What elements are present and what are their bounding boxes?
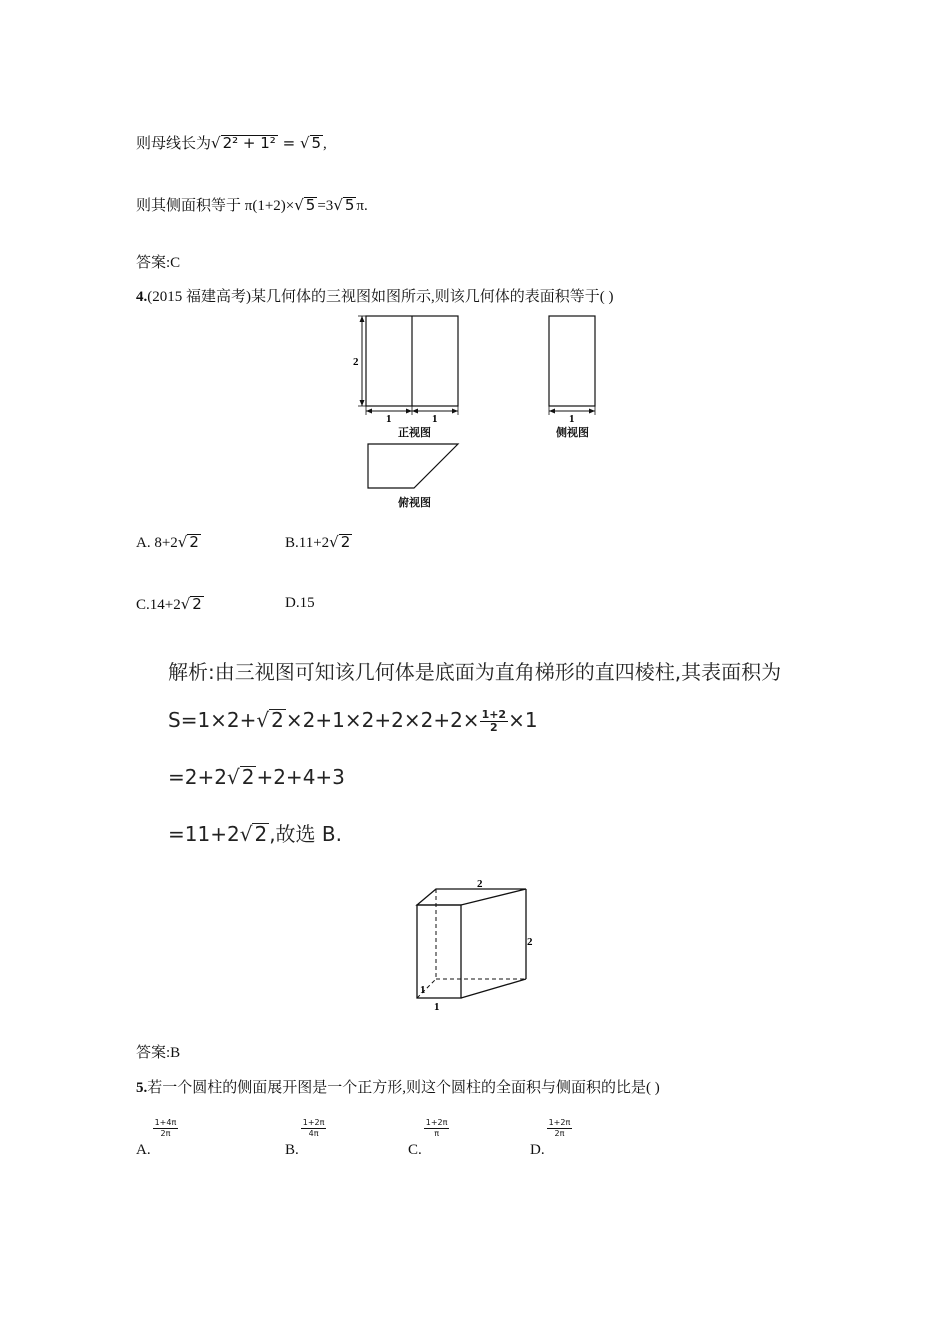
dim-height-label: 2 [353, 356, 359, 368]
q5-c-numerator: 1+2π [425, 1118, 448, 1127]
option-c-radicand: 2 [192, 595, 202, 613]
q5-option-d[interactable] [530, 1118, 572, 1159]
option-a-label: A. 8+2 [136, 535, 178, 551]
front-view-label: 正视图 [398, 426, 431, 439]
q5-option-a[interactable] [136, 1118, 178, 1159]
analysis-l3-b: +2+4+3 [256, 765, 345, 789]
dim-w2-label: 1 [432, 413, 438, 425]
side-view-label: 侧视图 [556, 426, 589, 439]
q5-option-d-label: D. [530, 1141, 545, 1158]
dim-side-w-label: 1 [569, 413, 575, 425]
option-a[interactable]: A. 8+2√ 2 [136, 533, 199, 551]
analysis-eq-radicand: 2 [271, 708, 284, 732]
question-5 [136, 1076, 660, 1097]
q5-a-numerator: 1+4π [154, 1118, 177, 1127]
analysis-line-1: 解析:由三视图可知该几何体是底面为直角梯形的直四棱柱,其表面积为 [168, 660, 782, 684]
q5-option-a-label: A. [136, 1141, 151, 1158]
q5-option-c-label: C. [408, 1141, 422, 1158]
analysis-line-4: =11+2√ 2 ,故选 B. [168, 822, 342, 846]
solid-label-top: 2 [477, 878, 483, 890]
option-a-radicand: 2 [189, 533, 199, 551]
question-number: 4. [136, 289, 148, 305]
q5-c-denominator: π [434, 1129, 440, 1138]
q5-option-b[interactable] [285, 1118, 326, 1159]
top-view-label: 俯视图 [398, 496, 431, 509]
solid-label-right: 2 [527, 936, 533, 948]
analysis-line-3: =2+2√ 2 +2+4+3 [168, 765, 345, 789]
lateral-radicand-2: 5 [344, 196, 355, 214]
lateral-prefix: 则其侧面积等于 π(1+2)× [136, 198, 295, 214]
analysis-l4-radicand: 2 [254, 822, 268, 846]
answer-q4: 答案:B [136, 1045, 181, 1061]
option-b-label: B.11+2 [285, 535, 330, 551]
side-view [549, 316, 595, 415]
lateral-tail: π. [356, 198, 368, 214]
top-view [368, 444, 458, 488]
lateral-radicand: 5 [305, 196, 316, 214]
analysis-eq-part-c: ×1 [508, 708, 538, 732]
generatrix-prefix: 则母线长为 [136, 136, 212, 152]
q5-b-numerator: 1+2π [302, 1118, 325, 1127]
punct: , [323, 136, 327, 152]
q5-d-numerator: 1+2π [548, 1118, 571, 1127]
analysis-eq-part-a: S=1×2+ [168, 708, 257, 732]
option-c[interactable]: C.14+2√ 2 [136, 595, 202, 613]
q5-option-d-fraction [547, 1118, 573, 1139]
equals-sign: = [282, 134, 296, 152]
analysis-fraction [480, 709, 509, 734]
generatrix-radicand: 2² + 1² [222, 134, 276, 152]
q5-option-c-fraction [424, 1118, 450, 1139]
answer-q3: 答案:C [136, 255, 181, 271]
analysis-l4-a: =11+2 [168, 822, 240, 846]
option-d[interactable] [285, 595, 315, 612]
generatrix-result: 5 [311, 134, 322, 152]
option-b[interactable]: B.11+2√ 2 [285, 533, 351, 551]
generatrix-line: 则母线长为√ 2² + 1² = √ 5 , [136, 134, 327, 152]
analysis-l4-b: ,故选 B. [269, 822, 342, 846]
question-stem: (2015 福建高考)某几何体的三视图如图所示,则该几何体的表面积等于( ) [147, 289, 614, 305]
analysis-line-2: S=1×2+√ 2 ×2+1×2+2×2+2× $\frac{1+2}{2}$ ×1 [168, 708, 538, 734]
q5-option-b-fraction [301, 1118, 327, 1139]
lateral-area-line: 则其侧面积等于 π(1+2)×√ 5 =3√ 5 π. [136, 196, 368, 214]
option-b-radicand: 2 [340, 533, 351, 551]
analysis-l3-radicand: 2 [241, 765, 255, 789]
solid-label-bottom: 1 [434, 1001, 440, 1013]
question-number: 5. [136, 1080, 148, 1096]
q5-d-denominator: 2π [554, 1129, 565, 1138]
question-4 [136, 285, 613, 306]
lateral-mid: =3 [317, 198, 334, 214]
q5-option-a-fraction [153, 1118, 179, 1139]
option-c-label: C.14+2 [136, 597, 181, 613]
three-view-figure [340, 305, 620, 515]
dim-w1-label: 1 [386, 413, 392, 425]
q5-option-c[interactable] [408, 1118, 449, 1159]
q5-option-b-label: B. [285, 1141, 299, 1158]
solid-label-left: 1 [420, 984, 426, 996]
question-stem: 若一个圆柱的侧面展开图是一个正方形,则这个圆柱的全面积与侧面积的比是( ) [147, 1080, 660, 1096]
analysis-l3-a: =2+2 [168, 765, 227, 789]
q5-b-denominator: 4π [308, 1129, 319, 1138]
option-d-label: D.15 [285, 595, 315, 611]
fraction-denominator: 2 [490, 721, 498, 734]
q5-a-denominator: 2π [160, 1129, 171, 1138]
analysis-eq-part-b: ×2+1×2+2×2+2× [285, 708, 480, 732]
fraction-numerator: 1+2 [481, 708, 507, 721]
prism-figure [405, 875, 555, 1015]
front-view [358, 316, 458, 415]
